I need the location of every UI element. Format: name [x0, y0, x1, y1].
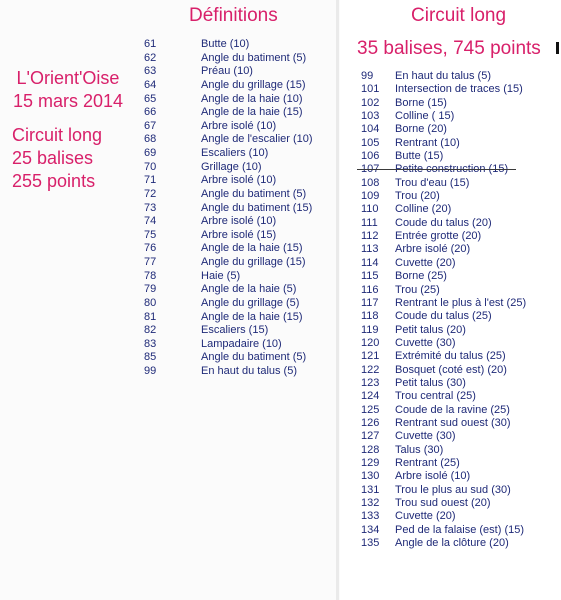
control-description: Haie (5) — [201, 269, 241, 282]
control-code: 135 — [361, 537, 380, 550]
control-description: Angle de la haie (5) — [201, 283, 297, 296]
control-description: Entrée grotte (20) — [395, 230, 482, 243]
control-code: 111 — [361, 216, 378, 229]
control-code: 76 — [144, 242, 157, 255]
control-code: 116 — [361, 283, 379, 296]
control-code: 66 — [144, 106, 157, 119]
control-description: En haut du talus (5) — [201, 365, 298, 377]
list-item — [144, 147, 313, 161]
control-code: 109 — [361, 190, 380, 203]
control-description: Angle de la haie (15) — [201, 310, 303, 323]
list-item — [144, 202, 313, 216]
control-description: Bosquet (coté est) (20) — [395, 363, 507, 376]
control-description: Colline (20) — [395, 203, 452, 216]
list-item — [361, 83, 526, 96]
control-description: Trou d'eau (15) — [395, 176, 470, 189]
control-description: Trou sud ouest (20) — [395, 497, 491, 509]
list-item — [144, 52, 313, 66]
control-code: 117 — [361, 296, 379, 309]
control-code: 115 — [361, 270, 379, 283]
list-item — [361, 430, 526, 443]
list-item — [144, 297, 313, 311]
list-item — [361, 497, 526, 510]
list-item — [361, 524, 526, 537]
list-item — [144, 365, 313, 379]
scan-edge-mark — [556, 42, 559, 54]
control-description: Trou le plus au sud (30) — [395, 483, 511, 496]
circuit-long-list — [361, 70, 526, 550]
control-description: Coude du talus (20) — [395, 216, 492, 229]
control-description: Angle du batiment (5) — [201, 51, 307, 64]
list-item — [361, 110, 526, 123]
control-description: Angle de l'escalier (10) — [201, 133, 313, 146]
list-item — [361, 163, 526, 176]
list-item — [361, 243, 526, 256]
control-description: Ped de la falaise (est) (15) — [395, 523, 525, 536]
control-code: 114 — [361, 256, 379, 269]
list-item — [144, 338, 313, 352]
list-item — [361, 364, 526, 377]
control-code: 65 — [144, 92, 157, 105]
control-code: 104 — [361, 123, 380, 136]
control-code: 80 — [144, 296, 157, 309]
control-code: 83 — [144, 337, 157, 350]
control-description: Escaliers (15) — [201, 324, 269, 337]
control-description: Cuvette (20) — [395, 510, 456, 523]
list-item — [361, 324, 526, 337]
organizer-name: L'Orient'Oise — [16, 68, 120, 88]
control-code: 124 — [361, 390, 380, 403]
circuit-long-subtitle: 35 balises, 745 points — [357, 38, 541, 59]
control-code: 70 — [144, 160, 157, 173]
list-item — [144, 174, 313, 188]
control-code: 99 — [361, 70, 374, 82]
control-code: 85 — [144, 351, 157, 364]
list-item — [361, 537, 526, 550]
list-item — [361, 177, 526, 190]
control-code: 78 — [144, 269, 157, 282]
control-description: Rentrant (10) — [395, 136, 460, 149]
list-item — [144, 229, 313, 243]
control-description: Cuvette (30) — [395, 430, 456, 443]
control-description: Préau (10) — [201, 65, 253, 78]
control-code: 105 — [361, 136, 380, 149]
control-code: 99 — [144, 365, 157, 377]
control-description: Borne (25) — [395, 270, 447, 283]
list-item — [361, 150, 526, 163]
list-item — [144, 242, 313, 256]
control-code: 77 — [144, 256, 157, 268]
control-description: Angle de la haie (10) — [201, 92, 303, 105]
control-description: Angle du batiment (15) — [201, 201, 313, 214]
control-description: Butte (15) — [395, 150, 444, 163]
control-code: 129 — [361, 456, 380, 469]
control-code: 106 — [361, 150, 380, 163]
control-code: 121 — [361, 350, 380, 363]
control-description: Angle du grillage (15) — [201, 78, 306, 91]
control-description: Arbre isolé (15) — [201, 228, 277, 241]
scan-fold-line — [336, 0, 339, 600]
control-description: Cuvette (20) — [395, 256, 456, 269]
control-code: 69 — [144, 147, 157, 159]
list-item — [361, 137, 526, 150]
list-item — [144, 38, 313, 52]
list-item — [361, 350, 526, 363]
control-code: 73 — [144, 201, 157, 214]
list-item — [361, 510, 526, 523]
list-item — [144, 324, 313, 338]
control-description: Petite construction (15) — [395, 163, 509, 176]
list-item — [361, 270, 526, 283]
circuit-name: Circuit long — [12, 125, 103, 145]
list-item — [144, 79, 313, 93]
list-item — [361, 97, 526, 110]
control-description: Butte (10) — [201, 38, 250, 50]
control-description: Trou central (25) — [395, 390, 476, 403]
control-description: Angle du batiment (5) — [201, 351, 307, 364]
control-description: Arbre isolé (20) — [395, 243, 471, 256]
control-description: Angle de la clôture (20) — [395, 537, 509, 550]
control-code: 79 — [144, 283, 157, 296]
list-item — [361, 217, 526, 230]
control-code: 68 — [144, 133, 157, 146]
list-item — [144, 93, 313, 107]
control-description: Arbre isolé (10) — [201, 215, 277, 228]
control-code: 108 — [361, 176, 380, 189]
control-code: 118 — [361, 310, 379, 323]
control-description: Rentrant (25) — [395, 456, 460, 469]
control-description: Borne (15) — [395, 96, 447, 109]
control-code: 82 — [144, 324, 157, 337]
control-code: 107 — [361, 163, 380, 176]
control-description: Lampadaire (10) — [201, 337, 282, 350]
list-item — [361, 457, 526, 470]
control-description: Angle du batiment (5) — [201, 187, 307, 200]
list-item — [361, 470, 526, 483]
control-description: Colline ( 15) — [395, 110, 455, 123]
list-item — [144, 270, 313, 284]
control-description: Cuvette (30) — [395, 336, 456, 349]
control-code: 132 — [361, 497, 380, 509]
circuit-long-title: Circuit long — [411, 5, 507, 26]
control-description: Petit talus (20) — [395, 323, 466, 336]
control-description: Grillage (10) — [201, 160, 262, 173]
control-code: 130 — [361, 470, 380, 483]
list-item — [144, 351, 313, 365]
control-description: Escaliers (10) — [201, 147, 269, 159]
control-code: 113 — [361, 243, 379, 256]
control-code: 119 — [361, 323, 379, 336]
points-total: 255 points — [12, 171, 96, 191]
control-code: 133 — [361, 510, 380, 523]
list-item — [361, 203, 526, 216]
control-code: 72 — [144, 187, 157, 200]
list-item — [361, 257, 526, 270]
list-item — [144, 133, 313, 147]
balise-count: 25 balises — [12, 148, 94, 168]
control-code: 128 — [361, 443, 380, 456]
list-item — [361, 377, 526, 390]
control-code: 75 — [144, 228, 157, 241]
list-item — [361, 390, 526, 403]
list-item — [144, 120, 313, 134]
control-description: Arbre isolé (10) — [395, 470, 471, 483]
control-description: Arbre isolé (10) — [201, 119, 277, 132]
list-item — [361, 337, 526, 350]
list-item — [361, 190, 526, 203]
list-item — [144, 106, 313, 120]
control-code: 123 — [361, 376, 380, 389]
list-item — [361, 310, 526, 323]
control-code: 63 — [144, 65, 157, 78]
control-code: 71 — [144, 174, 157, 187]
list-item — [144, 65, 313, 79]
control-description: Angle du grillage (15) — [201, 256, 306, 268]
control-code: 122 — [361, 363, 380, 376]
control-code: 61 — [144, 38, 157, 50]
control-code: 120 — [361, 336, 380, 349]
control-description: Borne (20) — [395, 123, 447, 136]
list-item — [361, 123, 526, 136]
control-description: Trou (20) — [395, 190, 440, 203]
control-code: 101 — [361, 83, 380, 96]
control-code: 74 — [144, 215, 157, 228]
control-description: Angle de la haie (15) — [201, 242, 303, 255]
control-code: 64 — [144, 78, 157, 91]
control-description: Coude de la ravine (25) — [395, 403, 510, 416]
control-description: En haut du talus (5) — [395, 70, 492, 82]
control-description: Rentrant le plus à l'est (25) — [395, 296, 527, 309]
control-code: 110 — [361, 203, 379, 216]
event-date: 15 mars 2014 — [12, 91, 124, 111]
list-item — [144, 311, 313, 325]
control-description: Rentrant sud ouest (30) — [395, 416, 511, 429]
control-description: Coude du talus (25) — [395, 310, 492, 323]
control-code: 125 — [361, 403, 380, 416]
list-item — [144, 161, 313, 175]
control-code: 134 — [361, 523, 380, 536]
definitions-list — [144, 38, 313, 379]
list-item — [361, 444, 526, 457]
control-code: 81 — [144, 310, 157, 323]
control-code: 112 — [361, 230, 379, 243]
control-description: Talus (30) — [395, 443, 444, 456]
control-code: 103 — [361, 110, 380, 123]
list-item — [361, 284, 526, 297]
list-item — [361, 484, 526, 497]
definitions-title: Définitions — [189, 5, 278, 26]
list-item — [361, 230, 526, 243]
list-item — [144, 283, 313, 297]
list-item — [144, 188, 313, 202]
control-description: Angle du grillage (5) — [201, 296, 300, 309]
control-code: 67 — [144, 119, 157, 132]
control-description: Petit talus (30) — [395, 376, 466, 389]
control-description: Extrémité du talus (25) — [395, 350, 506, 363]
list-item — [361, 404, 526, 417]
control-code: 126 — [361, 416, 380, 429]
control-description: Trou (25) — [395, 283, 440, 296]
control-description: Arbre isolé (10) — [201, 174, 277, 187]
control-description: Intersection de traces (15) — [395, 83, 523, 96]
list-item — [361, 417, 526, 430]
control-description: Angle de la haie (15) — [201, 106, 303, 119]
control-code: 131 — [361, 483, 380, 496]
list-item — [144, 215, 313, 229]
list-item — [361, 297, 526, 310]
control-code: 127 — [361, 430, 380, 443]
list-item — [361, 70, 526, 83]
control-code: 102 — [361, 96, 380, 109]
control-code: 62 — [144, 51, 157, 64]
list-item — [144, 256, 313, 270]
